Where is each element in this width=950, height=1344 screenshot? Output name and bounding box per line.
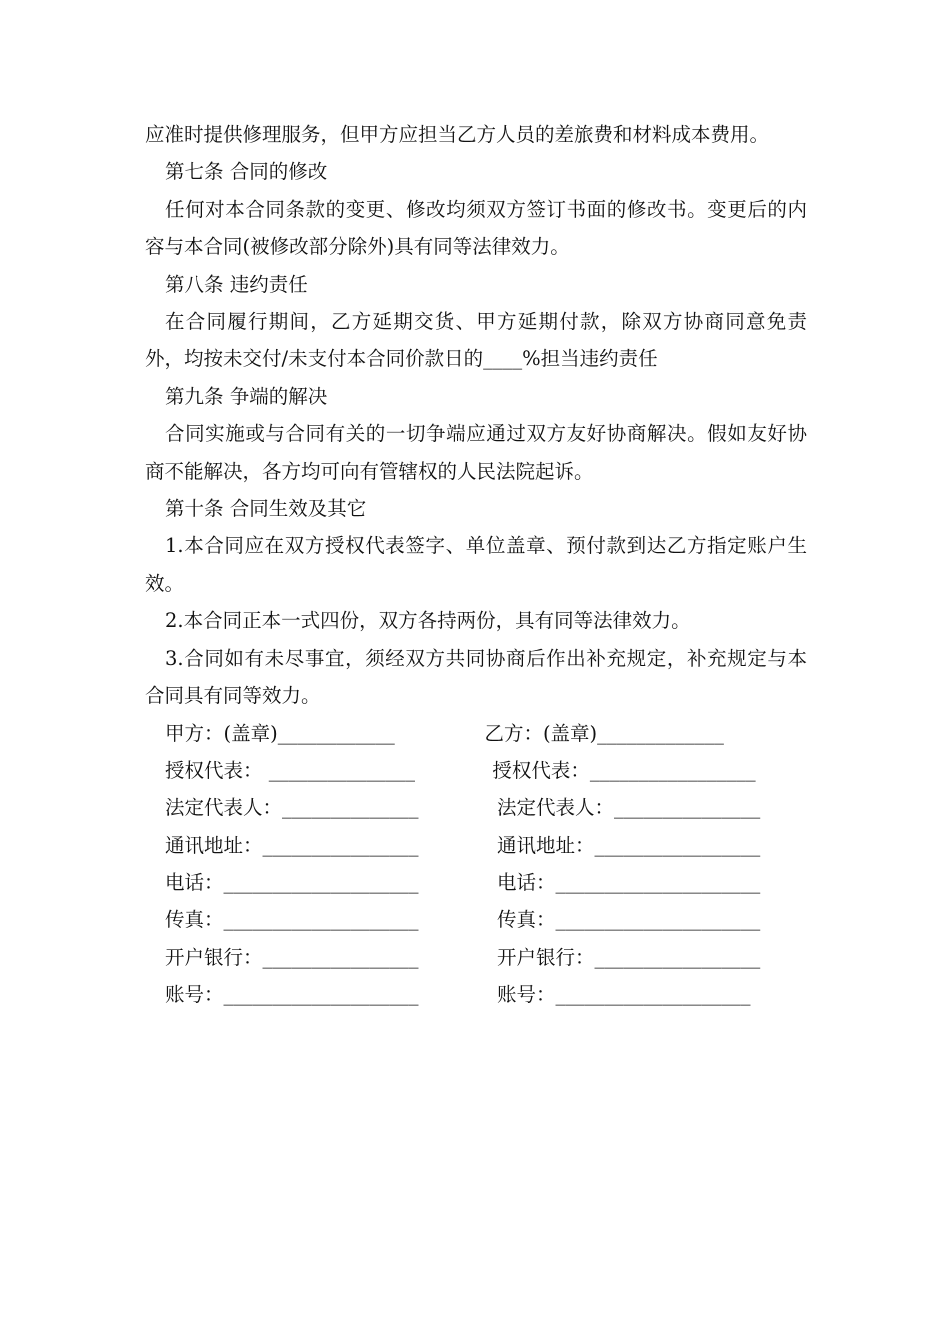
signature-row-account (145, 976, 807, 1013)
signature-address-b: 通讯地址：_________________ (496, 833, 761, 857)
signature-account-a: 账号：____________________ (165, 983, 419, 1007)
signature-party-b: 乙方：(盖章)_____________ (484, 721, 724, 745)
paragraph-article-10-item-3: 3.合同如有未尽事宜，须经双方共同协商后作出补充规定，补充规定与本合同具有同等效力。 (145, 646, 807, 708)
signature-row-bank (145, 939, 807, 976)
signature-block (145, 715, 807, 1014)
paragraph-article-9: 合同实施或与合同有关的一切争端应通过双方友好协商解决。假如友好协商不能解决，各方均可向有管辖权的人民法院起诉。 (145, 422, 807, 483)
signature-row-fax (145, 901, 807, 938)
paragraph-article-8: 在合同履行期间，乙方延期交货、甲方延期付款，除双方协商同意免责外，均按未交付/未支付本合同价款日的____%担当违约责任 (145, 310, 807, 371)
heading-article-10: 第十条 合同生效及其它 (165, 497, 367, 521)
heading-article-9: 第九条 争端的解决 (165, 384, 328, 408)
paragraph-repair-costs: 应准时提供修理服务，但甲方应担当乙方人员的差旅费和材料成本费用。 (145, 123, 770, 146)
signature-row-legal-rep (145, 789, 807, 826)
signature-row-phone (145, 864, 807, 901)
signature-row-authorized-rep (145, 752, 807, 789)
signature-phone-b: 电话：_____________________ (496, 871, 761, 895)
signature-account-b: 账号：____________________ (496, 983, 751, 1007)
signature-bank-b: 开户银行：_________________ (496, 945, 761, 969)
signature-row-address (145, 827, 807, 864)
signature-party-a: 甲方：(盖章)____________ (165, 721, 395, 745)
signature-legal-rep-a: 法定代表人：______________ (165, 796, 419, 820)
signature-phone-a: 电话：____________________ (165, 871, 419, 895)
heading-article-7: 第七条 合同的修改 (165, 160, 328, 184)
signature-fax-a: 传真：____________________ (165, 908, 419, 932)
contract-body (145, 116, 807, 1014)
signature-row-party (145, 715, 807, 752)
signature-bank-a: 开户银行：________________ (165, 945, 419, 969)
heading-article-8: 第八条 违约责任 (165, 272, 308, 296)
signature-address-a: 通讯地址：________________ (165, 833, 419, 857)
signature-legal-rep-b: 法定代表人：_______________ (496, 796, 761, 820)
signature-fax-b: 传真：_____________________ (496, 908, 761, 932)
paragraph-article-7: 任何对本合同条款的变更、修改均须双方签订书面的修改书。变更后的内容与本合同(被修改部分除外)具有同等法律效力。 (145, 197, 807, 259)
paragraph-article-10-item-1: 1.本合同应在双方授权代表签字、单位盖章、预付款到达乙方指定账户生效。 (145, 534, 807, 595)
paragraph-article-10-item-2: 2.本合同正本一式四份，双方各持两份，具有同等法律效力。 (165, 609, 691, 633)
signature-authorized-rep-b: 授权代表：_________________ (492, 758, 756, 782)
signature-authorized-rep-a: 授权代表： _______________ (165, 758, 415, 782)
